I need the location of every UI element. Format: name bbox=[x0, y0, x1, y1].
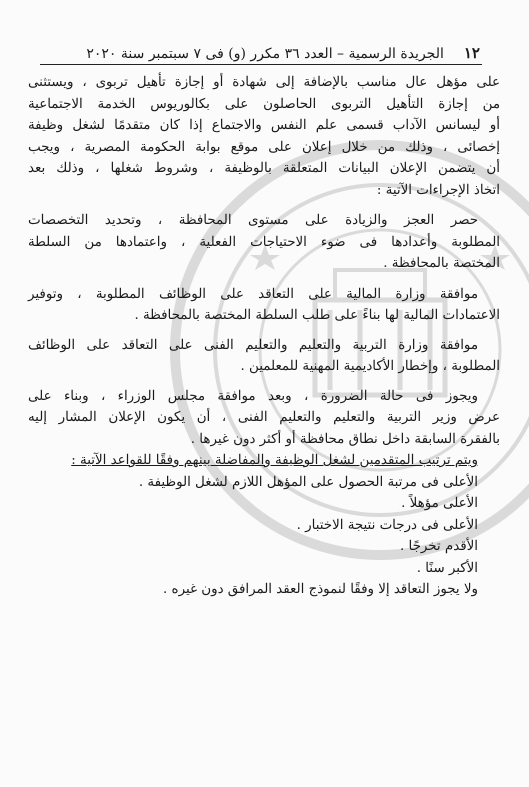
text-line: ويتم ترتيب المتقدمين لشغل الوظيفة والمفاضلة بينهم وفقًا للقواعد الآتية : bbox=[71, 453, 478, 468]
text-line: الاعتمادات المالية لها بناءً على طلب السلطة المختصة بالمحافظة . bbox=[134, 308, 500, 323]
header-rule bbox=[40, 64, 482, 65]
text-line: أن يتضمن الإعلان البيانات المتعلقة بالوظيفة ، وشروط شغلها ، وذلك بعد bbox=[28, 161, 500, 176]
text-line: عرض وزير التربية والتعليم والتعليم الفنى ، أن يكون الإعلان المشار إليه bbox=[28, 410, 500, 425]
text-line: اتخاذ الإجراءات الآتية : bbox=[376, 182, 500, 198]
rule-item: الأعلى فى درجات نتيجة الاختبار . bbox=[296, 517, 478, 533]
page-header bbox=[40, 36, 480, 62]
document-body bbox=[28, 72, 500, 601]
text-line: المطلوبة وأعدادها فى ضوء الاحتياجات الفعلية ، واعتمادها من السلطة bbox=[28, 234, 500, 250]
text-line: ويجوز فى حالة الضرورة ، وبعد موافقة مجلس الوزراء ، وبناء على bbox=[28, 388, 478, 404]
rule-item: الأعلى مؤهلاً . bbox=[401, 496, 478, 511]
text-line: إخصائى ، وذلك من خلال إعلان على موقع بوابة الحكومة المصرية ، ويجب bbox=[28, 139, 500, 155]
text-line: على مؤهل عال مناسب بالإضافة إلى شهادة أو إجازة تأهيل تربوى ، ويستثنى bbox=[28, 75, 500, 90]
text-line: أو ليسانس الآداب قسمى علم النفس والاجتماع إذا كان متقدمًا لشغل وظيفة bbox=[28, 118, 500, 133]
text-line: موافقة وزارة المالية على التعاقد على الوظائف المطلوبة ، وتوفير bbox=[28, 286, 478, 302]
text-line: بالفقرة السابقة داخل نطاق محافظة أو أكثر دون غيرها . bbox=[190, 431, 500, 447]
gazette-title: الجريدة الرسمية – العدد ٣٦ مكرر (و) فى ٧ سبتمبر سنة ٢٠٢٠ bbox=[86, 46, 444, 62]
text-line: ولا يجوز التعاقد إلا وفقًا لنموذج العقد المرافق دون غيره . bbox=[163, 582, 478, 597]
rule-item: الأكبر سنًا . bbox=[416, 560, 478, 576]
text-line: المختصة بالمحافظة . bbox=[383, 256, 500, 271]
text-line: من إجازة التأهيل التربوى الحاصلون على بكالوريوس الخدمة الاجتماعية bbox=[28, 96, 500, 112]
rule-item: الأعلى فى مرتبة الحصول على المؤهل اللازم لشغل الوظيفة . bbox=[138, 474, 478, 490]
text-line: حصر العجز والزيادة على مستوى المحافظة ، وتحديد التخصصات bbox=[28, 213, 478, 228]
page-number: ١٢ bbox=[463, 44, 480, 62]
rule-item: الأقدم تخرجًا . bbox=[400, 539, 478, 554]
text-line: موافقة وزارة التربية والتعليم والتعليم الفنى على التعاقد على الوظائف bbox=[28, 337, 478, 353]
text-line: المطلوبة ، وإخطار الأكاديمية المهنية للمعلمين . bbox=[240, 359, 500, 374]
